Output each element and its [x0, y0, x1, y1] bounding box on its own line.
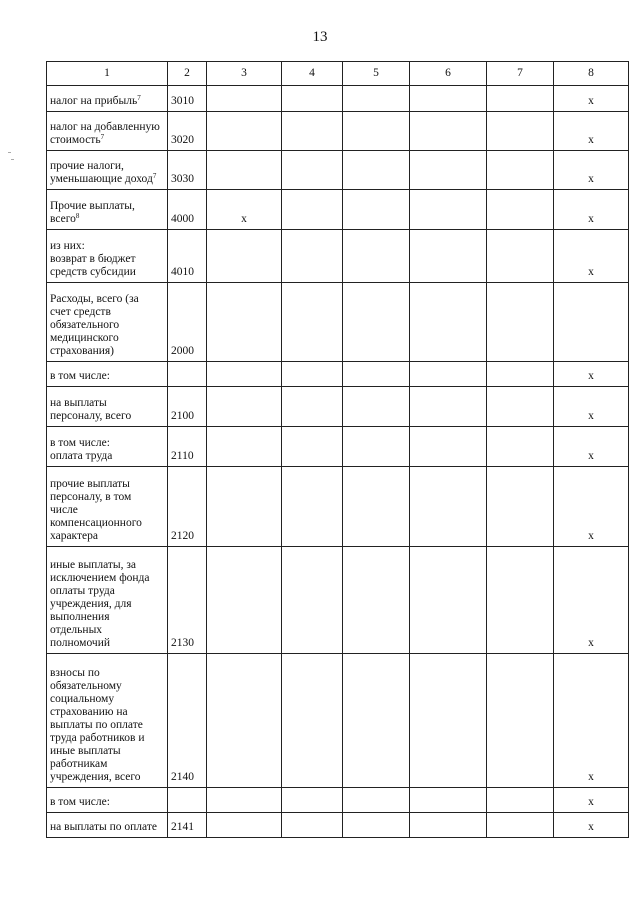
row-label	[47, 387, 168, 427]
report-table	[46, 61, 629, 838]
empty-cell	[343, 362, 410, 387]
empty-cell	[282, 112, 343, 151]
empty-cell	[487, 151, 554, 190]
row-label-line: в том числе:	[50, 437, 110, 449]
table-row	[47, 788, 629, 813]
empty-cell	[343, 467, 410, 547]
row-label-line: налог на прибыль	[50, 95, 138, 107]
row-code: 4010	[168, 230, 207, 283]
table-row	[47, 151, 629, 190]
empty-cell	[343, 387, 410, 427]
table-row	[47, 86, 629, 112]
row-label-line: персоналу, всего	[50, 410, 132, 422]
row-label-line: прочие налоги,	[50, 160, 124, 172]
table-row	[47, 190, 629, 230]
row-label-line: налог на добавленную	[50, 121, 160, 133]
row-label-line: взносы по	[50, 667, 100, 679]
empty-cell	[487, 467, 554, 547]
empty-cell	[410, 654, 487, 788]
empty-cell	[410, 151, 487, 190]
empty-cell	[282, 387, 343, 427]
row-label-line: полномочий	[50, 637, 110, 649]
row-label-line: выплаты по оплате	[50, 719, 143, 731]
row-label-line: отдельных	[50, 624, 103, 636]
column-3-cell	[207, 230, 282, 283]
empty-cell	[410, 427, 487, 467]
row-label-line: Прочие выплаты,	[50, 200, 135, 212]
row-label-line: медицинского	[50, 332, 119, 344]
scan-mark	[11, 159, 14, 160]
table-row	[47, 427, 629, 467]
empty-cell	[282, 654, 343, 788]
header-cell: 3	[207, 62, 282, 86]
empty-cell	[487, 230, 554, 283]
empty-cell	[410, 230, 487, 283]
row-code: 2110	[168, 427, 207, 467]
empty-cell	[282, 467, 343, 547]
row-label-line: характера	[50, 530, 98, 542]
row-label-line: страхованию на	[50, 706, 128, 718]
header-cell: 6	[410, 62, 487, 86]
column-3-cell	[207, 467, 282, 547]
row-label-line: в том числе:	[50, 370, 110, 382]
empty-cell	[343, 230, 410, 283]
table-row	[47, 283, 629, 362]
row-label-line: на выплаты	[50, 397, 107, 409]
column-3-cell	[207, 547, 282, 654]
footnote-marker: 7	[137, 94, 141, 102]
row-label-line: уменьшающие доход	[50, 173, 153, 185]
column-8-cell: х	[554, 467, 629, 547]
empty-cell	[343, 112, 410, 151]
header-cell: 1	[47, 62, 168, 86]
row-label-line: оплата труда	[50, 450, 113, 462]
column-8-cell: х	[554, 788, 629, 813]
row-code: 2100	[168, 387, 207, 427]
table-row	[47, 813, 629, 838]
row-label	[47, 654, 168, 788]
row-label-line: обязательному	[50, 680, 122, 692]
row-label	[47, 427, 168, 467]
row-label	[47, 467, 168, 547]
scan-mark	[8, 152, 11, 153]
empty-cell	[282, 230, 343, 283]
empty-cell	[343, 427, 410, 467]
empty-cell	[487, 547, 554, 654]
table-row	[47, 230, 629, 283]
empty-cell	[343, 547, 410, 654]
empty-cell	[487, 283, 554, 362]
empty-cell	[410, 283, 487, 362]
header-cell: 2	[168, 62, 207, 86]
column-8-cell: х	[554, 86, 629, 112]
column-8-cell: х	[554, 112, 629, 151]
row-code: 3010	[168, 86, 207, 112]
column-8-cell: х	[554, 813, 629, 838]
empty-cell	[343, 151, 410, 190]
table-row	[47, 654, 629, 788]
row-label-line: социальному	[50, 693, 115, 705]
row-label-line: выполнения	[50, 611, 110, 623]
row-label-line: труда работников и	[50, 732, 145, 744]
row-label	[47, 813, 168, 838]
header-cell: 5	[343, 62, 410, 86]
column-8-cell: х	[554, 362, 629, 387]
empty-cell	[343, 86, 410, 112]
empty-cell	[410, 467, 487, 547]
empty-cell	[487, 788, 554, 813]
row-code: 2141	[168, 813, 207, 838]
empty-cell	[282, 547, 343, 654]
column-3-cell	[207, 427, 282, 467]
row-label	[47, 788, 168, 813]
table-row	[47, 387, 629, 427]
empty-cell	[410, 190, 487, 230]
row-code: 2130	[168, 547, 207, 654]
column-8-cell	[554, 283, 629, 362]
column-3-cell	[207, 112, 282, 151]
row-label	[47, 230, 168, 283]
footnote-marker: 7	[152, 172, 157, 180]
row-label-line: Расходы, всего (за	[50, 293, 139, 305]
column-3-cell	[207, 362, 282, 387]
row-label-line: учреждения, для	[50, 598, 132, 610]
column-8-cell: х	[554, 387, 629, 427]
row-label-line: работникам	[50, 758, 108, 770]
header-row	[47, 62, 629, 86]
row-label-line: исключением фонда	[50, 572, 150, 584]
empty-cell	[487, 112, 554, 151]
row-label	[47, 190, 168, 230]
empty-cell	[410, 387, 487, 427]
empty-cell	[343, 654, 410, 788]
header-cell: 8	[554, 62, 629, 86]
empty-cell	[410, 112, 487, 151]
row-label-line: учреждения, всего	[50, 771, 141, 783]
footnote-marker: 8	[75, 212, 80, 220]
empty-cell	[282, 362, 343, 387]
footnote-marker: 7	[100, 133, 105, 141]
empty-cell	[487, 813, 554, 838]
row-code	[168, 362, 207, 387]
empty-cell	[282, 813, 343, 838]
table-row	[47, 467, 629, 547]
row-label-line: средств субсидии	[50, 266, 136, 278]
column-3-cell	[207, 86, 282, 112]
row-label	[47, 362, 168, 387]
empty-cell	[487, 362, 554, 387]
row-code: 4000	[168, 190, 207, 230]
row-label-line: прочие выплаты	[50, 478, 130, 490]
empty-cell	[487, 427, 554, 467]
row-label-line: в том числе:	[50, 796, 110, 808]
row-label-line: обязательного	[50, 319, 120, 331]
row-label-line: иные выплаты, за	[50, 559, 137, 571]
row-code: 2120	[168, 467, 207, 547]
row-label-line: оплаты труда	[50, 585, 115, 597]
row-label-line: стоимость	[50, 134, 101, 146]
empty-cell	[410, 362, 487, 387]
row-label-line: возврат в бюджет	[50, 253, 136, 265]
column-3-cell	[207, 788, 282, 813]
empty-cell	[487, 86, 554, 112]
row-label	[47, 283, 168, 362]
empty-cell	[282, 86, 343, 112]
column-8-cell: х	[554, 654, 629, 788]
empty-cell	[343, 788, 410, 813]
header-cell: 4	[282, 62, 343, 86]
row-label-line: компенсационного	[50, 517, 142, 529]
row-label	[47, 112, 168, 151]
row-code: 2140	[168, 654, 207, 788]
empty-cell	[410, 788, 487, 813]
row-label	[47, 547, 168, 654]
empty-cell	[487, 654, 554, 788]
row-label-line: иные выплаты	[50, 745, 121, 757]
row-label-line: из них:	[50, 240, 85, 252]
column-8-cell: х	[554, 427, 629, 467]
table-row	[47, 547, 629, 654]
empty-cell	[343, 283, 410, 362]
row-label-line: всего	[50, 213, 76, 225]
empty-cell	[343, 190, 410, 230]
empty-cell	[282, 151, 343, 190]
column-3-cell: х	[207, 190, 282, 230]
empty-cell	[282, 427, 343, 467]
column-8-cell: х	[554, 547, 629, 654]
column-8-cell: х	[554, 190, 629, 230]
page-number: 13	[312, 29, 328, 45]
column-3-cell	[207, 151, 282, 190]
table-row	[47, 362, 629, 387]
column-8-cell: х	[554, 151, 629, 190]
empty-cell	[343, 813, 410, 838]
row-label-line: числе	[50, 504, 78, 516]
column-3-cell	[207, 283, 282, 362]
empty-cell	[282, 283, 343, 362]
header-cell: 7	[487, 62, 554, 86]
empty-cell	[282, 190, 343, 230]
row-code: 2000	[168, 283, 207, 362]
row-code	[168, 788, 207, 813]
row-label	[47, 86, 168, 112]
empty-cell	[282, 788, 343, 813]
empty-cell	[410, 813, 487, 838]
column-8-cell: х	[554, 230, 629, 283]
empty-cell	[410, 547, 487, 654]
empty-cell	[487, 387, 554, 427]
row-label	[47, 151, 168, 190]
column-3-cell	[207, 813, 282, 838]
column-3-cell	[207, 387, 282, 427]
row-label-line: страхования)	[50, 345, 114, 357]
row-code: 3030	[168, 151, 207, 190]
row-code: 3020	[168, 112, 207, 151]
row-label-line: персоналу, в том	[50, 491, 132, 503]
column-3-cell	[207, 654, 282, 788]
row-label-line: на выплаты по оплате	[50, 821, 157, 833]
table-row	[47, 112, 629, 151]
empty-cell	[410, 86, 487, 112]
empty-cell	[487, 190, 554, 230]
row-label-line: счет средств	[50, 306, 111, 318]
